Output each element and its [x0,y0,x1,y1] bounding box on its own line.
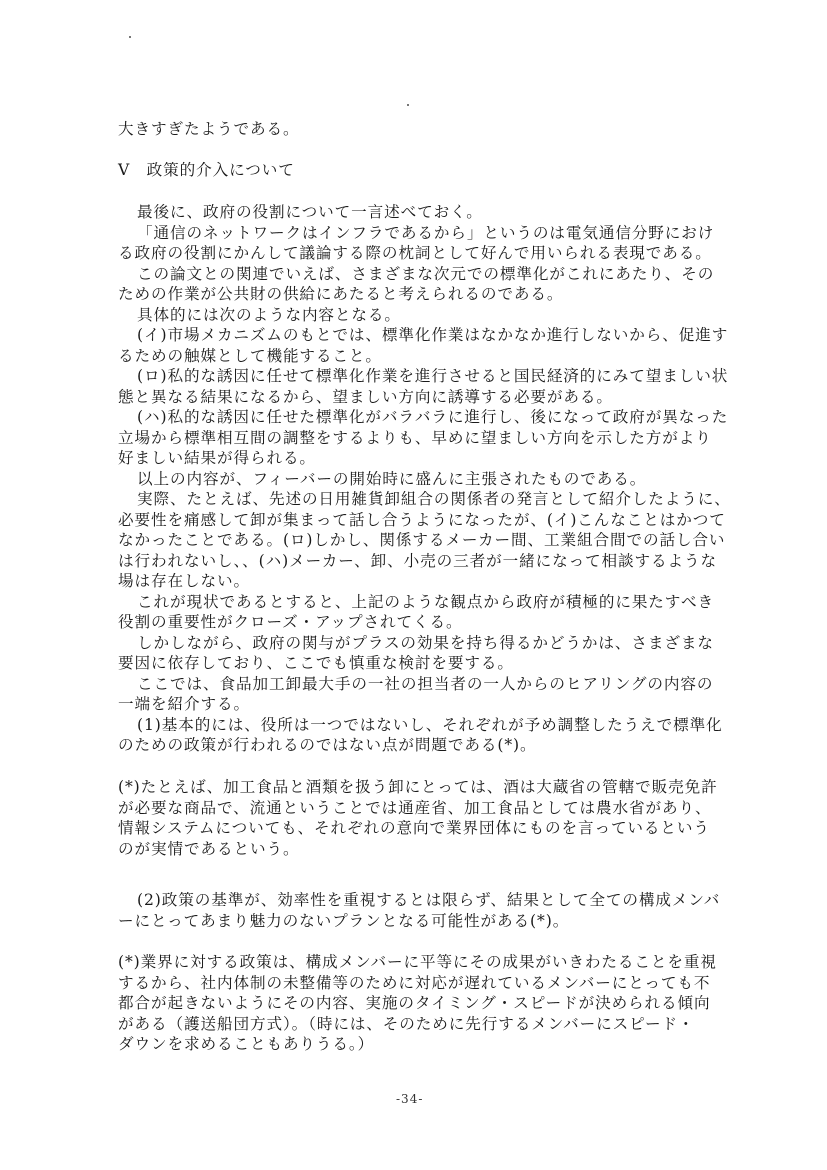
paragraph-line: この論文との関連でいえば、さまざまな次元での標準化がこれにあたり、その [137,265,715,283]
paragraph-line: しかしながら、政府の関与がプラスの効果を持ち得るかどうかは、さまざまな [137,634,714,652]
paragraph-line: る政府の役割にかんして議論する際の枕詞として好んで用いられる表現である。 [118,244,712,262]
list-item-line: (2)政策の基準が、効率性を重視するとは限らず、結果として全ての構成メンバ [137,891,721,909]
paragraph-line: ここでは、食品加工卸最大手の一社の担当者の一人からのヒアリングの内容の [137,675,714,693]
list-item-line: 立場から標準相互間の調整をするよりも、早めに望ましい方向を示した方がより [118,429,712,447]
list-item-line: (1)基本的には、役所は一つではないし、それぞれが予め調整したうえで標準化 [137,716,723,734]
paragraph-line: 必要性を痛感して卸が集まって話し合うようになったが、(イ)こんなことはかつて [118,511,726,529]
paragraph-line: 実際、たとえば、先述の日用雑貨卸組合の関係者の発言として紹介したように、 [137,490,731,508]
section-heading: Ⅴ 政策的介入について [118,161,295,179]
paragraph-line: これが現状であるとすると、上記のような観点から政府が積極的に果たすべき [137,593,714,611]
list-item-line: 態と異なる結果になるから、望ましい方向に誘導する必要がある。 [118,388,613,406]
paragraph-line: 「通信のネットワークはインフラであるから」というのは電気通信分野におけ [137,224,715,242]
footnote-line: がある（護送船団方式）。（時には、そのために先行するメンバーにスピード・ [118,1015,695,1033]
list-item-line: 好ましい結果が得られる。 [118,449,316,467]
paragraph-line: 要因に依存しており、ここでも慎重な検討を要する。 [118,654,514,672]
list-item-line: (イ)市場メカニズムのもとでは、標準化作業はなかなか進行しないから、促進す [137,326,729,344]
paragraph-line: ための作業が公共財の供給にあたると考えられるのである。 [118,285,564,303]
footnote-line: が必要な商品で、流通ということでは通産省、加工食品としては農水省があり、 [118,799,712,817]
scan-speck [407,104,409,106]
footnote-line: のが実情であるという。 [118,840,300,858]
paragraph-line: 以上の内容が、フィーバーの開始時に盛んに主張されたものである。 [137,470,647,488]
paragraph-line: 場は存在しない。 [118,572,250,590]
paragraph-line: 大きすぎたようである。 [118,120,300,138]
list-item-line: のための政策が行われるのではない点が問題である(*)。 [118,736,537,754]
paragraph-line: 具体的には次のような内容となる。 [137,306,401,324]
paragraph-line: は行われないし、、(ハ)メーカー、卸、小売の三者が一緒になって相談するような [118,552,718,570]
footnote-line: (*)業界に対する政策は、構成メンバーに平等にその成果がいきわたることを重視 [118,953,717,971]
list-item-line: ーにとってあまり魅力のないプランとなる可能性がある(*)。 [118,912,570,930]
list-item-line: (ロ)私的な誘因に任せて標準化作業を進行させると国民経済的にみて望ましい状 [137,367,729,385]
footnote-line: 情報システムについても、それぞれの意向で業界団体にものを言っているという [118,819,710,837]
scan-speck [129,36,131,38]
footnote-line: 都合が起きないようにその内容、実施のタイミング・スピードが決められる傾向 [118,994,711,1012]
footnote-line: ダウンを求めることもありうる。） [118,1035,375,1053]
footnote-line: (*)たとえば、加工食品と酒類を扱う卸にとっては、酒は大蔵省の管轄で販売免許 [118,778,718,796]
list-item-line: (ハ)私的な誘因に任せた標準化がバラバラに進行し、後になって政府が異なった [137,408,729,426]
paragraph-line: なかったことである。(ロ)しかし、関係するメーカー間、工業組合間での話し合い [118,531,726,549]
footnote-line: するから、社内体制の未整備等のために対応が遅れているメンバーにとっても不 [118,974,711,992]
page-number: -34- [396,1092,424,1106]
paragraph-line: 一端を紹介する。 [118,695,250,713]
paragraph-line: 最後に、政府の役割について一言述べておく。 [137,203,483,221]
list-item-line: るための触媒として機能すること。 [118,347,382,365]
paragraph-line: 役割の重要性がクローズ・アップされてくる。 [118,613,463,631]
